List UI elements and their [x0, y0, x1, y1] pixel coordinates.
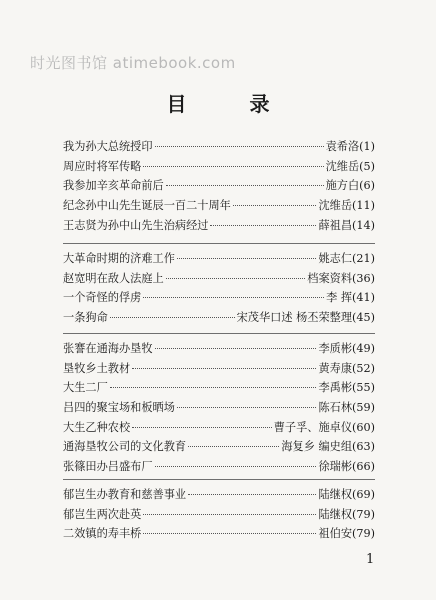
dot-leader: [143, 166, 323, 167]
entry-page: (11): [352, 199, 375, 213]
entry-page: (6): [359, 179, 375, 193]
dot-leader: [110, 317, 235, 318]
entry-title: 通海垦牧公司的文化教育: [63, 440, 187, 454]
toc-entry[interactable]: [63, 197, 375, 217]
entry-title: 郁岂生两次赴英: [63, 507, 142, 521]
entry-title: 一条狗命: [63, 311, 108, 325]
section-divider: [63, 243, 375, 244]
toc-section-3: [63, 340, 375, 478]
entry-title: 我参加辛亥革命前后: [63, 179, 164, 193]
entry-author: 李质彬: [318, 342, 353, 355]
entry-title: 我为孙大总统授印: [63, 140, 153, 153]
entry-title: 王志贤为孙中山先生治病经过: [63, 218, 209, 232]
toc-entry[interactable]: [63, 486, 375, 506]
toc-section-2: [63, 250, 375, 329]
entry-title: 郁岂生办教育和慈善事业: [63, 488, 187, 501]
entry-title: 吕四的聚宝场和板晒场: [63, 401, 175, 415]
entry-page: (1): [359, 140, 375, 153]
toc-entry[interactable]: [63, 525, 375, 545]
entry-author: 袁希洛: [325, 140, 360, 153]
toc-entry[interactable]: [63, 217, 375, 237]
toc-entry[interactable]: [63, 289, 375, 309]
dot-leader: [132, 368, 316, 369]
entry-title: 纪念孙中山先生诞辰一百二十周年: [63, 199, 231, 213]
toc-entry[interactable]: [63, 506, 375, 526]
entry-page: (52): [352, 361, 375, 375]
section-divider: [63, 333, 375, 334]
entry-author: 档案资料: [307, 271, 353, 285]
dot-leader: [132, 427, 272, 428]
toc-entry[interactable]: [63, 419, 375, 439]
entry-title: 垦牧乡土教材: [63, 361, 131, 375]
dot-leader: [155, 466, 317, 467]
entry-author: 曹子孚、施卓仪: [273, 420, 353, 434]
toc-entry[interactable]: [63, 309, 375, 329]
entry-page: (49): [352, 342, 375, 355]
entry-title: 大生二厂: [63, 381, 108, 395]
toc-entry[interactable]: [63, 379, 375, 399]
dot-leader: [155, 348, 317, 349]
dot-leader: [177, 407, 317, 408]
dot-leader: [233, 205, 317, 206]
toc-section-4: [63, 486, 375, 545]
entry-author: 沈维岳: [318, 199, 353, 213]
dot-leader: [155, 146, 324, 147]
toc-entry[interactable]: [63, 438, 375, 458]
dot-leader: [177, 258, 317, 259]
toc-entry[interactable]: [63, 360, 375, 380]
entry-page: (5): [359, 159, 375, 173]
entry-title: 周应时将军传略: [63, 159, 142, 173]
entry-page: (36): [352, 271, 375, 285]
entry-title: 大革命时期的济难工作: [63, 252, 175, 265]
entry-author: 祖伯安: [318, 527, 353, 541]
entry-author: 姚志仁: [318, 252, 353, 265]
entry-author: 海复乡 编史组: [281, 440, 353, 454]
entry-page: (21): [352, 252, 375, 265]
entry-title: 赵宽明在敌人法庭上: [63, 271, 164, 285]
toc-entry[interactable]: [63, 270, 375, 290]
page-title: 目 录: [166, 92, 298, 116]
entry-page: (60): [352, 420, 375, 434]
entry-title: 二效镇的寿丰桥: [63, 527, 142, 541]
dot-leader: [188, 446, 279, 447]
entry-page: (63): [352, 440, 375, 454]
toc-entry[interactable]: [63, 340, 375, 360]
dot-leader: [143, 514, 316, 515]
entry-author: 沈维岳: [325, 159, 360, 173]
entry-page: (41): [352, 291, 375, 305]
entry-title: 张篠田办吕盛布厂: [63, 460, 153, 474]
entry-title: 大生乙种农校: [63, 420, 131, 434]
entry-page: (66): [352, 460, 375, 474]
dot-leader: [188, 494, 316, 495]
entry-author: 黄寿康: [318, 361, 353, 375]
toc-entry[interactable]: [63, 177, 375, 197]
entry-page: (79): [352, 527, 375, 541]
entry-author: 陆继权: [318, 507, 353, 521]
dot-leader: [166, 185, 324, 186]
dot-leader: [143, 297, 324, 298]
entry-author: 李 挥: [326, 291, 353, 305]
dot-leader: [210, 225, 316, 226]
toc-entry[interactable]: [63, 138, 375, 158]
entry-author: 李禹彬: [318, 381, 353, 395]
section-divider: [63, 479, 375, 480]
dot-leader: [166, 278, 306, 279]
entry-page: (55): [352, 381, 375, 395]
entry-author: 薛祖昌: [318, 218, 353, 232]
entry-page: (69): [352, 488, 375, 501]
entry-title: 张謇在通海办垦牧: [63, 342, 153, 355]
dot-leader: [110, 387, 317, 388]
entry-page: (14): [352, 218, 375, 232]
entry-author: 徐瑞彬: [318, 460, 353, 474]
entry-author: 陆继权: [318, 488, 353, 501]
entry-page: (59): [352, 401, 375, 415]
toc-entry[interactable]: [63, 158, 375, 178]
dot-leader: [143, 533, 316, 534]
toc-entry[interactable]: [63, 458, 375, 478]
entry-title: 一个奇怪的俘虏: [63, 291, 142, 305]
toc-section-1: [63, 138, 375, 236]
toc-entry[interactable]: [63, 250, 375, 270]
toc-entry[interactable]: [63, 399, 375, 419]
entry-page: (79): [352, 507, 375, 521]
page-number: 1: [366, 552, 375, 567]
entry-author: 宋茂华口述 杨丕荣整理: [236, 311, 353, 325]
watermark-text: 时光图书馆 atimebook.com: [30, 54, 236, 72]
entry-author: 陈石林: [318, 401, 353, 415]
entry-page: (45): [352, 311, 375, 325]
entry-author: 施方白: [325, 179, 360, 193]
